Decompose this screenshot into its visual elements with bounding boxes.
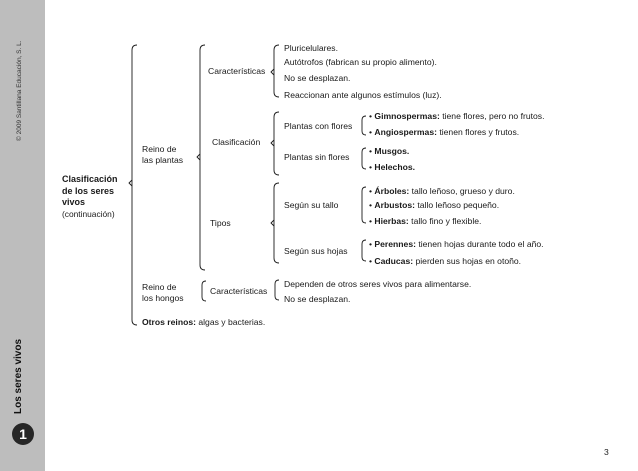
- hojas-item: • Caducas: pierden sus hojas en otoño.: [369, 256, 522, 266]
- tipos-label: Tipos: [210, 218, 231, 228]
- hongos-caracteristica-item: Dependen de otros seres vivos para alimentarse.: [284, 279, 472, 289]
- reino-plantas-label: [142, 144, 183, 166]
- reino-hongos-label: [142, 282, 184, 304]
- tallo-item: • Arbustos: tallo leñoso pequeño.: [369, 200, 500, 210]
- hojas-bracket: [362, 240, 366, 261]
- hojas-item: • Perennes: tienen hojas durante todo el año.: [369, 239, 544, 249]
- unit-title: Los seres vivos: [13, 338, 24, 414]
- copyright-text: © 2009 Santillana Educación, S. L.: [16, 40, 23, 141]
- clasificacion-label: Clasificación: [212, 137, 261, 147]
- con-flores-item: • Gimnospermas: tiene flores, pero no frutos.: [369, 111, 545, 121]
- hongos-items-bracket: [275, 280, 279, 300]
- main-title: [62, 174, 118, 220]
- caracteristica-item: Reaccionan ante algunos estímulos (luz).: [284, 90, 442, 100]
- sin-flores-item: • Musgos.: [369, 146, 410, 156]
- hongos-caracteristicas-label: Características: [210, 286, 268, 296]
- title-line-1: Clasificación: [62, 174, 118, 184]
- tipos-bracket: [274, 183, 279, 263]
- reino-hongos-line-1: Reino de: [142, 282, 177, 292]
- plantas-caracteristicas-label: Características: [208, 66, 266, 76]
- hongos-bracket: [202, 281, 206, 301]
- tallo-label: Según su tallo: [284, 200, 339, 210]
- con-flores-bracket: [362, 116, 366, 135]
- title-line-3: vivos: [62, 197, 86, 207]
- reino-hongos-line-2: los hongos: [142, 293, 184, 303]
- caracteristicas-bracket: [274, 45, 279, 97]
- otros-reinos: Otros reinos: algas y bacterias.: [142, 317, 266, 327]
- title-subtitle: (continuación): [62, 208, 115, 219]
- sin-flores-item: • Helechos.: [369, 162, 416, 172]
- tallo-item: • Árboles: tallo leñoso, grueso y duro.: [369, 186, 515, 196]
- hojas-label: Según sus hojas: [284, 246, 348, 256]
- unit-number-badge: 1: [12, 423, 34, 445]
- tallo-item: • Hierbas: tallo fino y flexible.: [369, 216, 482, 226]
- caracteristica-item: Pluricelulares.: [284, 43, 338, 53]
- reino-plantas-line-1: Reino de: [142, 144, 177, 154]
- reino-plantas-line-2: las plantas: [142, 155, 184, 165]
- plantas-bracket: [200, 45, 205, 270]
- sin-flores-bracket: [362, 148, 366, 169]
- clasificacion-bracket: [274, 112, 279, 175]
- title-line-2: de los seres: [62, 185, 115, 196]
- con-flores-item: • Angiospermas: tienen flores y frutos.: [369, 127, 520, 137]
- sin-flores-label: Plantas sin flores: [284, 152, 350, 162]
- con-flores-label: Plantas con flores: [284, 121, 353, 131]
- caracteristica-item: Autótrofos (fabrican su propio alimento).: [284, 57, 437, 67]
- page-number: 3: [604, 447, 609, 457]
- hongos-caracteristica-item: No se desplazan.: [284, 294, 351, 304]
- tallo-bracket: [362, 187, 366, 223]
- main-bracket: [132, 45, 137, 325]
- caracteristica-item: No se desplazan.: [284, 73, 351, 83]
